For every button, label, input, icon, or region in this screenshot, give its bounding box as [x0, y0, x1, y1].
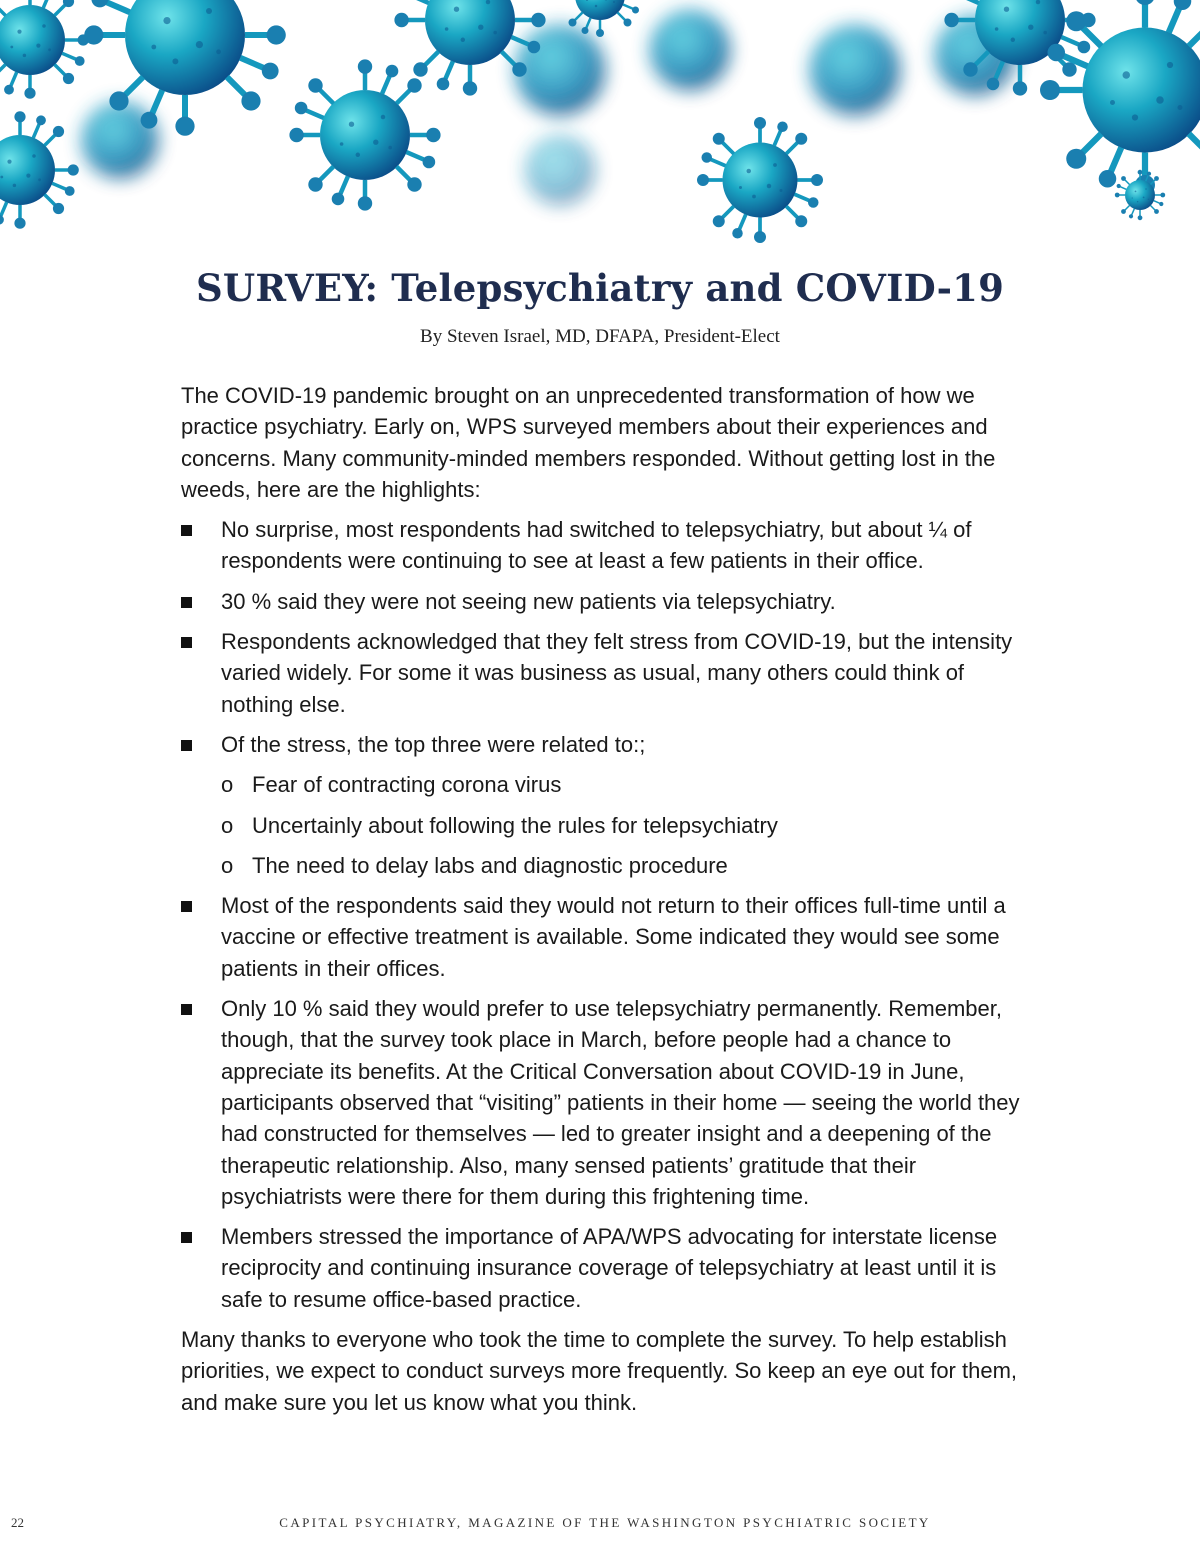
article-body [181, 380, 1027, 1418]
stress-sublist [221, 769, 1027, 881]
list-item: 30 % said they were not seeing new patients via telepsychiatry. [181, 586, 1027, 617]
square-bullet-icon [181, 597, 192, 608]
sub-list-item: o Uncertainly about following the rules for telepsychiatry [221, 810, 1027, 841]
list-item: Most of the respondents said they would not return to their offices full-time until a vaccine or effective treatment is available. Some indicated they would see some patients in their offices. [181, 890, 1027, 984]
sub-bullet-marker: o [221, 772, 234, 798]
sub-bullet-marker: o [221, 852, 234, 878]
page-number: 22 [11, 1515, 24, 1530]
square-bullet-icon [181, 637, 192, 648]
square-bullet-icon [181, 525, 192, 536]
page-footer [0, 1511, 1200, 1535]
sub-bullet-marker: o [221, 812, 234, 838]
virus-banner-image [0, 0, 1200, 270]
list-item: Only 10 % said they would prefer to use telepsychiatry permanently. Remember, though, that the survey took place in March, before people had a chance to appreciate its benefits. At the Critical Conversation about COVID-19 in June, participants observed that “visiting” patients in their home — seeing the world they had constructed for themselves — led to greater insight and a deepening of the therapeutic relationship. Also, many sensed patients’ gratitude that their psychiatrists were there for them during this frightening time. [181, 993, 1027, 1212]
square-bullet-icon [181, 740, 192, 751]
list-item: Members stressed the importance of APA/WPS advocating for interstate license reciprocity and continuing insurance coverage of telepsychiatry at least until it is safe to resume office-based practice. [181, 1221, 1027, 1315]
closing-paragraph: Many thanks to everyone who took the time to complete the survey. To help establish priorities, we expect to conduct surveys more frequently. So keep an eye out for them, and make sure you let us know what you think. [181, 1327, 1018, 1415]
square-bullet-icon [181, 901, 192, 912]
page-title: SURVEY: Telepsychiatry and COVID-19 [195, 266, 1005, 310]
magazine-name: CAPITAL PSYCHIATRY, MAGAZINE OF THE WASHINGTON PSYCHIATRIC SOCIETY [279, 1515, 931, 1530]
list-item: Of the stress, the top three were related to:; o Fear of contracting corona virus o Uncertainly about following the rules for telepsychiatry o The need to delay labs and diagnostic procedure [181, 729, 1027, 881]
sub-list-item: o Fear of contracting corona virus [221, 769, 1027, 800]
highlights-list [181, 514, 1027, 1315]
list-item: Respondents acknowledged that they felt stress from COVID-19, but the intensity varied widely. For some it was business as usual, many others could think of nothing else. [181, 626, 1027, 720]
list-item: No surprise, most respondents had switched to telepsychiatry, but about ¼ of respondents were continuing to see at least a few patients in their office. [181, 514, 1027, 577]
intro-paragraph: The COVID-19 pandemic brought on an unprecedented transformation of how we practice psychiatry. Early on, WPS surveyed members about their experiences and concerns. Many community-minded members responded. Without getting lost in the weeds, here are the highlights: [181, 383, 996, 502]
square-bullet-icon [181, 1232, 192, 1243]
byline: By Steven Israel, MD, DFAPA, President-Elect [420, 326, 780, 347]
sub-list-item: o The need to delay labs and diagnostic procedure [221, 850, 1027, 881]
square-bullet-icon [181, 1004, 192, 1015]
